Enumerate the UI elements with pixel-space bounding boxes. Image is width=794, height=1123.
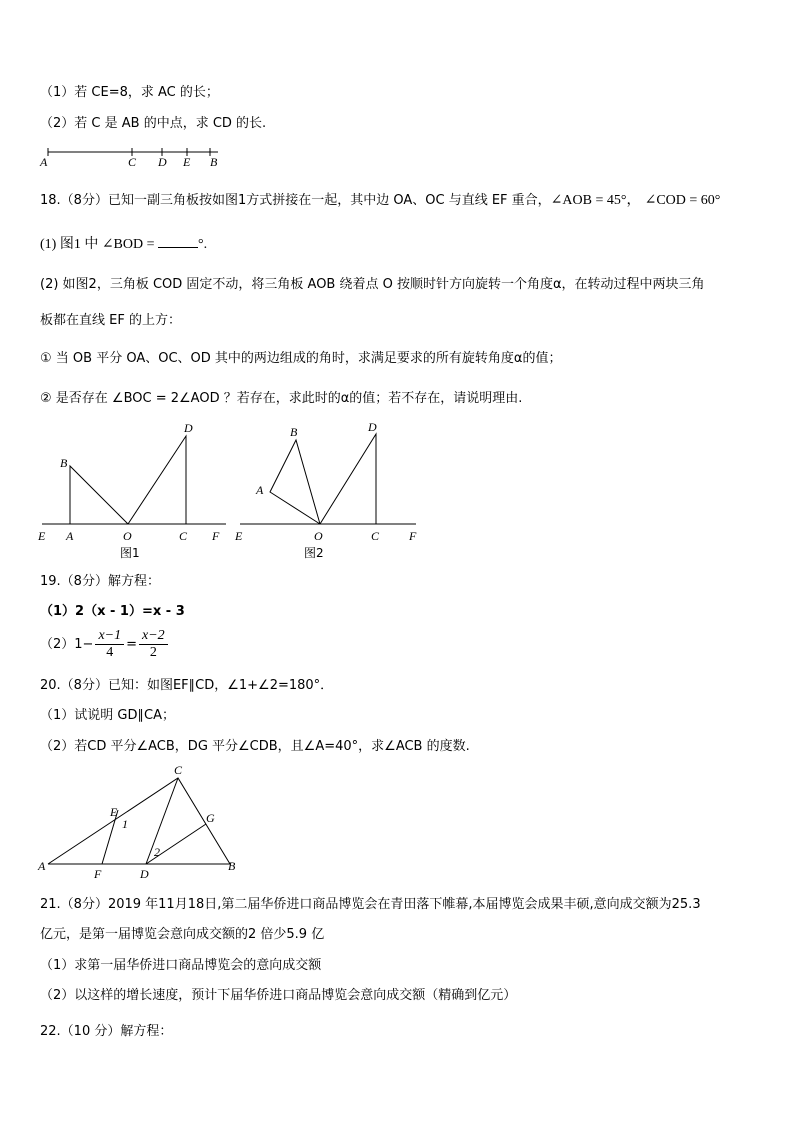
fig2-label-o: O bbox=[314, 529, 323, 543]
q20-figure bbox=[36, 762, 256, 882]
q17-part1: （1）若 CE=8，求 AC 的长； bbox=[40, 85, 219, 100]
fraction-1-numerator: x−1 bbox=[95, 628, 124, 645]
q21-part2: （2）以这样的增长速度，预计下届华侨进口商品博览会意向成交额（精确到亿元） bbox=[40, 988, 517, 1003]
fig2-label-b: B bbox=[290, 425, 298, 439]
fig1-caption: 图1 bbox=[120, 546, 140, 560]
q18-intro bbox=[40, 192, 720, 210]
fig1-label-c: C bbox=[179, 529, 188, 543]
equals-sign: = bbox=[126, 637, 138, 652]
q18-sub1 bbox=[40, 350, 562, 368]
fig-label-c: C bbox=[174, 763, 183, 777]
fig1-label-a: A bbox=[66, 529, 74, 543]
q19-part2-prefix: （2）1− bbox=[40, 637, 94, 652]
fraction-1 bbox=[95, 628, 124, 661]
q18-sub2 bbox=[40, 390, 522, 408]
q18-figure1 bbox=[36, 416, 236, 566]
q17-label-e: E bbox=[183, 155, 191, 169]
q18-angle-aob: ∠AOB = 45°， bbox=[550, 193, 641, 208]
fraction-2 bbox=[139, 628, 168, 661]
q18-intro-text: 18.（8分）已知一副三角板按如图1方式拼接在一起，其中边 OA、OC 与直线 EF 重合， bbox=[40, 193, 551, 208]
fig2-label-a: A bbox=[256, 483, 264, 497]
q18-angle-cod: ∠COD = 60° bbox=[644, 193, 721, 208]
fig-label-e: E bbox=[110, 805, 118, 819]
fig2-label-d: D bbox=[368, 420, 377, 434]
fig1-label-b: B bbox=[60, 456, 68, 470]
q19-title: 19.（8分）解方程： bbox=[40, 574, 160, 589]
q17-label-b: B bbox=[210, 155, 218, 169]
q20-part1: （1）试说明 GD∥CA； bbox=[40, 708, 175, 723]
q21-line1: 21.（8分）2019 年11月18日,第二届华侨进口商品博览会在青田落下帷幕,本届博览会成果丰硕,意向成交额为25.3 bbox=[40, 897, 701, 912]
q18-part2-line2: 板都在直线 EF 的上方： bbox=[40, 313, 181, 328]
q18-part1-suffix: °. bbox=[198, 237, 208, 252]
q18-sub2-text: 是否存在 ∠BOC = 2∠AOD ？若存在，求此时的α的值；若不存在，请说明理由. bbox=[55, 391, 523, 406]
fig-label-d: D bbox=[140, 867, 149, 881]
q22-title: 22.（10 分）解方程： bbox=[40, 1024, 173, 1039]
fig2-label-f: F bbox=[409, 529, 417, 543]
answer-blank bbox=[158, 235, 198, 248]
fig1-label-f: F bbox=[212, 529, 220, 543]
fig-label-1: 1 bbox=[122, 817, 128, 831]
fig1-label-e: E bbox=[38, 529, 46, 543]
q18-figure2 bbox=[232, 416, 432, 566]
q19-part2 bbox=[40, 628, 170, 661]
q19-part1: （1）2（x - 1）=x - 3 bbox=[40, 604, 185, 619]
q17-label-a: A bbox=[40, 155, 48, 169]
q18-sub2-number: ② bbox=[40, 391, 52, 406]
q21-part1: （1）求第一届华侨进口商品博览会的意向成交额 bbox=[40, 958, 322, 973]
q17-segment-figure bbox=[38, 146, 238, 170]
fig-label-f: F bbox=[94, 867, 102, 881]
fig1-label-d: D bbox=[184, 421, 193, 435]
fig2-label-c: C bbox=[371, 529, 380, 543]
q18-part1-prefix: (1) 图1 中 ∠BOD = bbox=[40, 237, 159, 252]
q18-sub1-number: ① bbox=[40, 351, 52, 366]
fraction-2-numerator: x−2 bbox=[139, 628, 168, 645]
fig-label-a: A bbox=[38, 859, 46, 873]
q20-part2: （2）若CD 平分∠ACB，DG 平分∠CDB，且∠A=40°，求∠ACB 的度数. bbox=[40, 739, 470, 754]
fig-label-b: B bbox=[228, 859, 236, 873]
q21-line2: 亿元，是第一届博览会意向成交额的2 倍少5.9 亿 bbox=[40, 927, 325, 942]
q18-part2-line1: (2) 如图2，三角板 COD 固定不动，将三角板 AOB 绕着点 O 按顺时针方向旋转一个角度α，在转动过程中两块三角 bbox=[40, 277, 705, 292]
q20-intro: 20.（8分）已知：如图EF∥CD，∠1+∠2=180°． bbox=[40, 678, 334, 693]
fraction-2-denominator: 2 bbox=[149, 645, 157, 660]
q17-label-d: D bbox=[158, 155, 167, 169]
q17-label-c: C bbox=[128, 155, 137, 169]
fig-label-2: 2 bbox=[154, 845, 160, 859]
fig1-label-o: O bbox=[123, 529, 132, 543]
fig2-caption: 图2 bbox=[304, 546, 324, 560]
fraction-1-denominator: 4 bbox=[106, 645, 114, 660]
fig2-label-e: E bbox=[235, 529, 243, 543]
q17-part2: （2）若 C 是 AB 的中点，求 CD 的长. bbox=[40, 116, 267, 131]
q18-sub1-text: 当 OB 平分 OA、OC、OD 其中的两边组成的角时，求满足要求的所有旋转角度α的值； bbox=[55, 351, 562, 366]
q18-part1 bbox=[40, 235, 207, 254]
fig-label-g: G bbox=[206, 811, 215, 825]
